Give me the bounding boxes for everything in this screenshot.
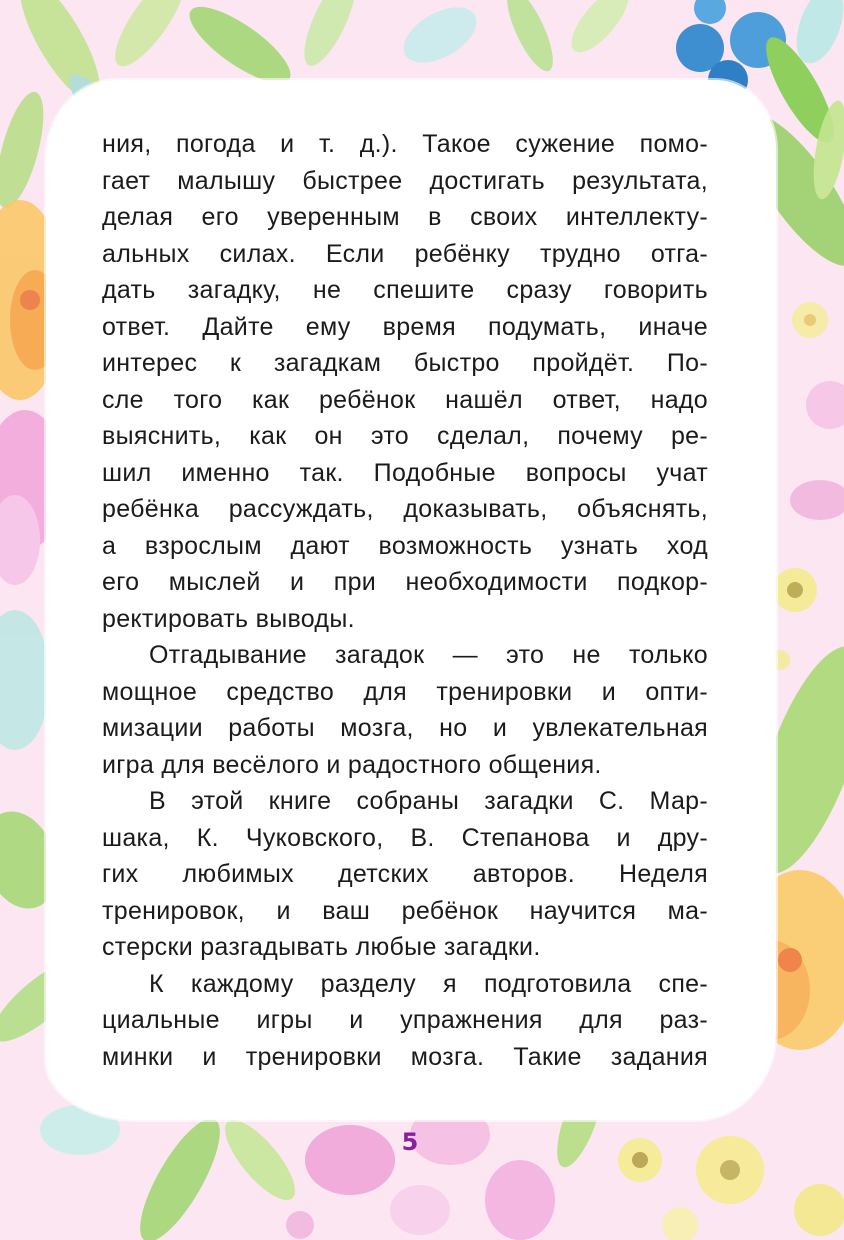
text-line: интерес к загадкам быстро пройдёт. По- (102, 349, 708, 377)
paragraph-start-line: К каждому разделу я подготовила спе- (149, 969, 708, 998)
text-line: ребёнка рассуждать, доказывать, объяснять, (102, 495, 708, 523)
text-line: гает малышу быстрее достигать результата, (102, 166, 708, 195)
text-line: циальные игры и упражнения для раз- (102, 1006, 708, 1034)
text-line: сле того как ребёнок нашёл ответ, надо (102, 385, 708, 414)
text-line: а взрослым дают возможность узнать ход (102, 531, 708, 560)
paragraph-start-line: Отгадывание загадок — это не только (149, 641, 708, 669)
text-line: мизации работы мозга, но и увлекательная (102, 714, 708, 742)
text-line: ния, погода и т. д.). Такое сужение помо- (102, 130, 708, 158)
text-line: ректировать выводы. (102, 604, 355, 633)
text-line: дать загадку, не спешите сразу говорить (102, 276, 708, 304)
page-number: 5 (401, 1128, 419, 1156)
text-line: делая его уверенным в своих интеллекту- (102, 203, 708, 231)
text-line: гих любимых детских авторов. Неделя (102, 860, 708, 888)
text-line: шил именно так. Подобные вопросы учат (102, 458, 708, 487)
text-line: альных силах. Если ребёнку трудно отга- (102, 239, 708, 268)
paragraph-start-line: В этой книге собраны загадки С. Мар- (149, 787, 708, 815)
text-line: его мыслей и при необходимости подкор- (102, 568, 708, 596)
text-line: ответ. Дайте ему время подумать, иначе (102, 312, 708, 341)
text-line: стерски разгадывать любые загадки. (102, 933, 541, 961)
text-line: тренировок, и ваш ребёнок научится ма- (102, 896, 708, 925)
text-line: шака, К. Чуковского, В. Степанова и дру- (102, 823, 708, 852)
text-line: игра для весёлого и радостного общения. (102, 750, 602, 779)
text-line: выяснить, как он это сделал, почему ре- (102, 422, 708, 450)
text-line: мощное средство для тренировки и опти- (102, 677, 708, 706)
text-line: минки и тренировки мозга. Такие задания (102, 1042, 708, 1071)
body-text (102, 126, 708, 1075)
